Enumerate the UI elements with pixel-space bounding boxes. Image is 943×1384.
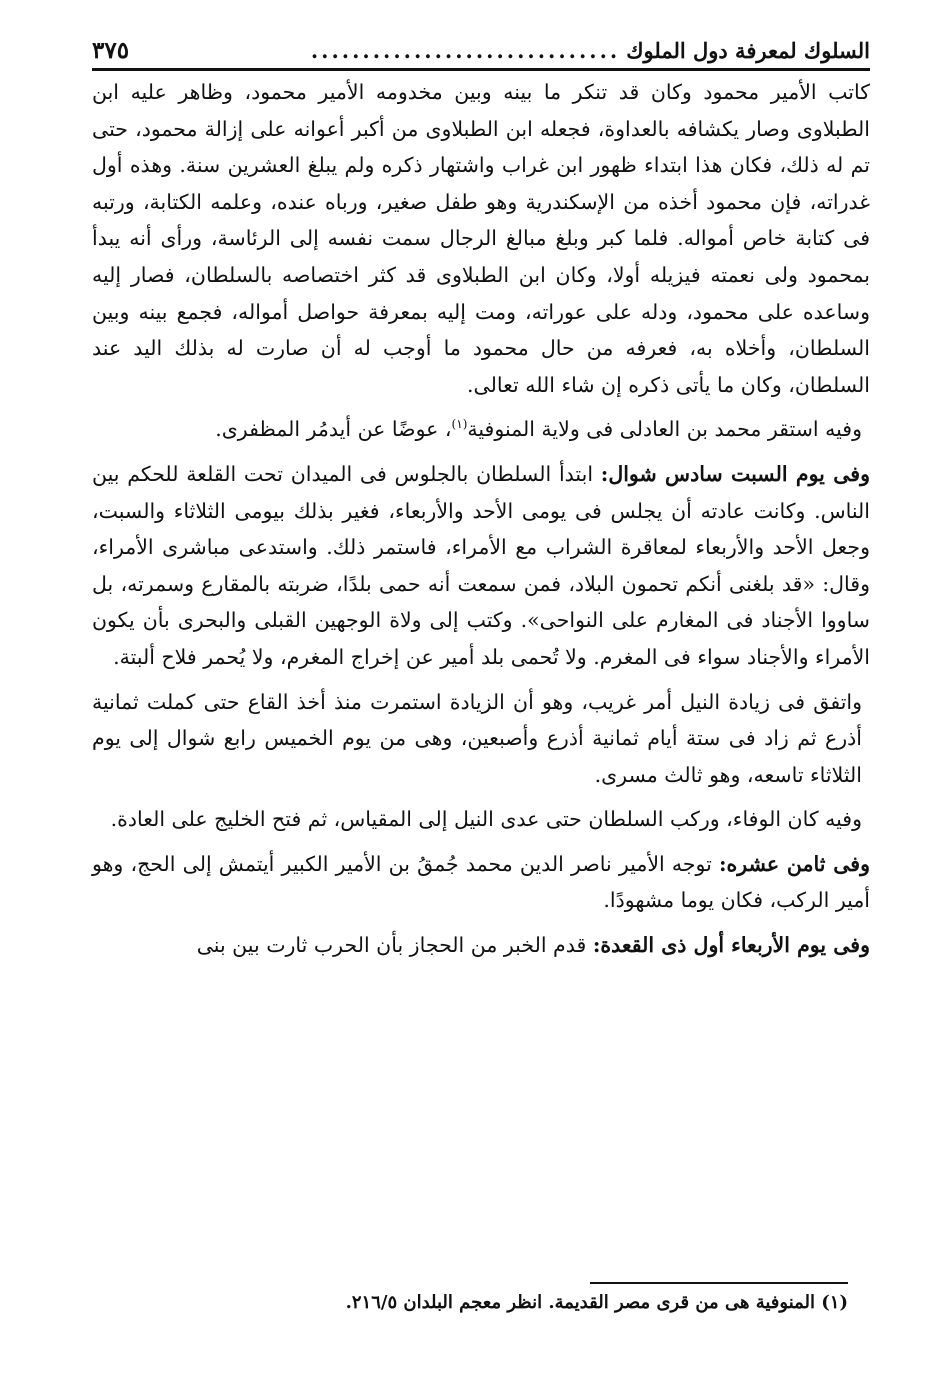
paragraph-2 bbox=[92, 411, 870, 448]
paragraph-text: واتفق فى زيادة النيل أمر غريب، وهو أن الزيادة استمرت منذ أخذ القاع حتى كملت ثمانية أذرع ثم زاد فى ستة أيام ثمانية أذرع وأصبعين، وهى من يوم الخميس رابع شوال إلى يوم الثلاثاء تاسعه، وهو ثالث مسرى. bbox=[92, 689, 862, 787]
paragraph-7 bbox=[92, 927, 870, 964]
paragraph-lead: وفى يوم الأربعاء أول ذى القعدة: bbox=[592, 933, 870, 958]
main-text bbox=[92, 74, 870, 964]
paragraph-6 bbox=[92, 846, 870, 919]
running-title bbox=[311, 38, 870, 63]
paragraph-text-continued: ، عوضًا عن أيدمُر المظفرى. bbox=[215, 417, 452, 442]
footnote-reference: (١) bbox=[451, 417, 468, 432]
paragraph-3 bbox=[92, 456, 870, 676]
paragraph-lead: وفى يوم السبت سادس شوال: bbox=[600, 461, 870, 486]
paragraph-5 bbox=[92, 801, 870, 838]
paragraph-text: ابتدأ السلطان بالجلوس فى الميدان تحت القلعة للحكم بين الناس. وكانت عادته أن يجلس فى يومى الأحد والأربعاء، فغير بذلك بيومى الثلاثاء والسبت، وجعل الأحد والأربعاء لمعاقرة الشراب مع الأمراء، فاستمر ذلك. واستدعى مباشرى الأمراء، وقال: «قد بلغنى أنكم تحمون البلاد، فمن سمعت أنه حمى بلدًا، ضربته بالمقارع وسمرته، بل ساووا الأجناد فى المغارم على النواحى». وكتب إلى ولاة الوجهين القبلى والبحرى بأن يكون الأمراء والأجناد سواء فى المغرم. ولا تُحمى بلد أمير عن إخراج المغرم، ولا يُحمر فلاح ألبتة. bbox=[92, 461, 870, 669]
leader-dots: .............................. bbox=[310, 37, 621, 63]
running-title-text: السلوك لمعرفة دول الملوك bbox=[626, 37, 870, 63]
paragraph-text: وفيه استقر محمد بن العادلى فى ولاية المنوفية bbox=[467, 417, 862, 442]
footnote: (١) المنوفية هى من قرى مصر القديمة. انظر معجم البلدان ٢١٦/٥. bbox=[345, 1292, 848, 1313]
paragraph-1 bbox=[92, 74, 870, 403]
paragraph-text: وفيه كان الوفاء، وركب السلطان حتى عدى النيل إلى المقياس، ثم فتح الخليج على العادة. bbox=[110, 807, 862, 832]
paragraph-4 bbox=[92, 684, 870, 794]
header-rule bbox=[92, 68, 870, 71]
paragraph-text: توجه الأمير ناصر الدين محمد جُمقُ بن الأمير الكبير أيتمش إلى الحج، وهو أمير الركب، فكان يوما مشهودًا. bbox=[92, 851, 870, 913]
paragraph-text: كاتب الأمير محمود وكان قد تنكر ما بينه وبين مخدومه الأمير محمود، وظاهر عليه ابن الطبلاوى وصار يكشافه بالعداوة، فجعله ابن الطبلاوى من أكبر أعوانه على إزالة محمود، حتى تم له ذلك، فكان هذا ابتداء ظهور ابن غراب واشتهار ذكره ولم يبلغ العشرين سنة. وهذه أول غدراته، فإن محمود أخذه من الإسكندرية وهو طفل صغير، ورباه عنده، وعلمه الكتابة، ورتبه فى كتابة خاص أمواله. فلما كبر وبلغ مبالغ الرجال سمت نفسه إلى الرئاسة، ورأى أنه يبدأ بمحمود ولى نعمته فيزيله أولا، وكان ابن الطبلاوى قد كثر اختصاصه بالسلطان، فصار إليه وساعده على محمود، ودله على عوراته، ومت إليه بمعرفة حواصل أمواله، فجمع بينه وبين السلطان، وأخلاه به، فعرفه من حال محمود ما أوجب له أن صارت له بذلك اليد عند السلطان، وكان ما يأتى ذكره إن شاء الله تعالى. bbox=[92, 80, 870, 397]
paragraph-text: قدم الخبر من الحجاز بأن الحرب ثارت بين بنى bbox=[196, 933, 593, 958]
footnote-rule bbox=[590, 1282, 848, 1284]
paragraph-lead: وفى ثامن عشره: bbox=[718, 851, 870, 876]
page-header bbox=[92, 30, 870, 70]
page-number: ٣٧٥ bbox=[92, 36, 130, 64]
